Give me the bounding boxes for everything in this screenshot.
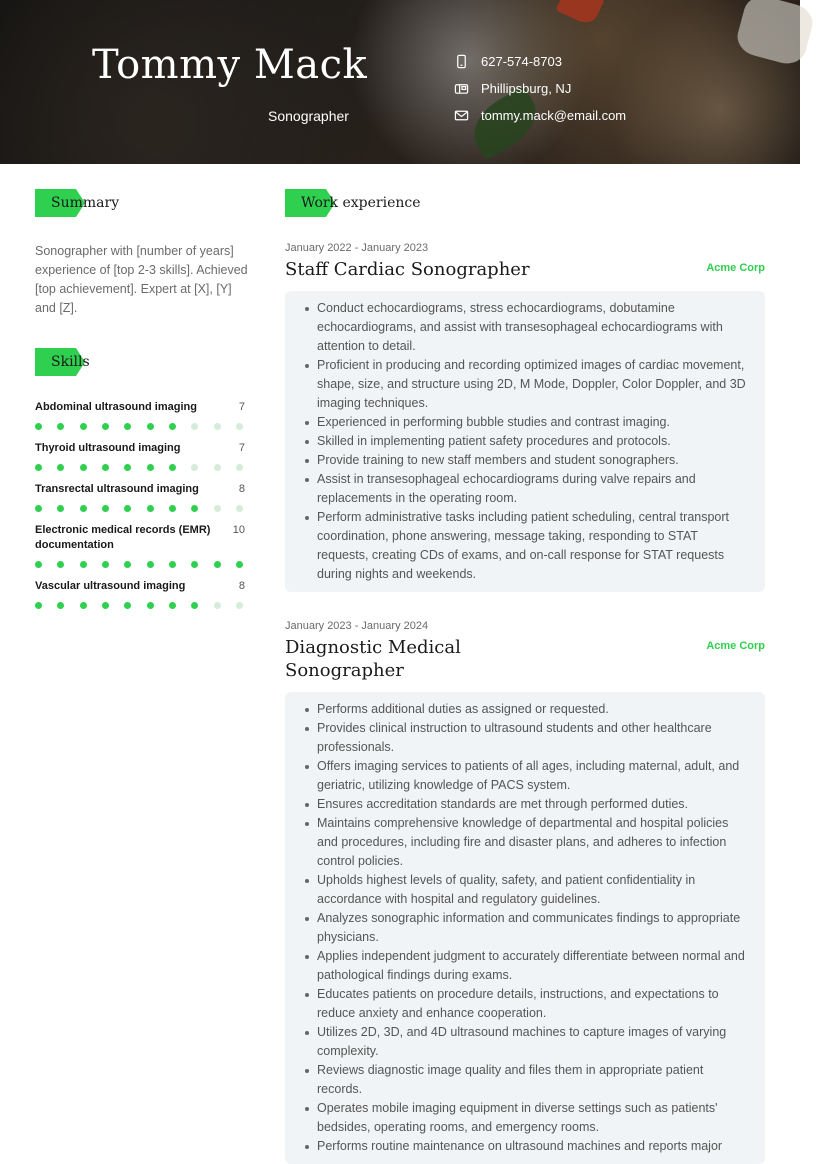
job-bullet: Maintains comprehensive knowledge of departmental and hospital policies and procedures, including fire and disaster plans, and adheres to infection control policies. — [301, 814, 749, 871]
contact-phone — [454, 48, 754, 75]
rating-dot — [191, 464, 198, 471]
rating-dot — [124, 602, 131, 609]
rating-dot — [214, 602, 221, 609]
rating-dot — [191, 561, 198, 568]
job-bullet: Performs routine maintenance on ultrasound machines and reports major — [301, 1137, 749, 1156]
location-icon — [454, 81, 469, 96]
rating-dot — [214, 464, 221, 471]
job-dates: January 2022 - January 2023 — [285, 242, 429, 254]
rating-dot — [147, 464, 154, 471]
rating-dot — [102, 602, 109, 609]
rating-dot — [169, 464, 176, 471]
rating-dot — [35, 505, 42, 512]
rating-dot — [124, 561, 131, 568]
rating-dot — [57, 505, 64, 512]
summary-heading: Summary — [35, 189, 119, 217]
phone-text: 627-574-8703 — [481, 54, 562, 69]
skill-rating — [35, 602, 243, 609]
job-company: Acme Corp — [706, 262, 765, 274]
job-description — [285, 291, 765, 592]
job-bullet: Educates patients on procedure details, instructions, and expectations to reduce anxiety and enhance cooperation. — [301, 985, 749, 1023]
rating-dot — [214, 505, 221, 512]
skill-item — [35, 482, 245, 512]
job-company: Acme Corp — [706, 640, 765, 652]
job-bullets — [301, 299, 749, 584]
skill-rating — [35, 464, 243, 471]
rating-dot — [80, 423, 87, 430]
rating-dot — [236, 464, 243, 471]
contact-info — [454, 48, 754, 129]
job-bullet: Experienced in performing bubble studies and contrast imaging. — [301, 413, 749, 432]
skill-name: Transrectal ultrasound imaging — [35, 483, 199, 495]
job-bullet: Operates mobile imaging equipment in diverse settings such as patients' bedsides, operating rooms, and emergency rooms. — [301, 1099, 749, 1137]
job-entry — [285, 242, 765, 592]
rating-dot — [57, 423, 64, 430]
rating-dot — [169, 423, 176, 430]
location-text: Phillipsburg, NJ — [481, 81, 572, 96]
header-banner — [0, 0, 800, 164]
skill-item — [35, 579, 245, 609]
email-icon — [454, 108, 469, 123]
rating-dot — [236, 423, 243, 430]
rating-dot — [236, 505, 243, 512]
candidate-name: Tommy Mack — [92, 42, 368, 88]
job-bullet: Ensures accreditation standards are met through performed duties. — [301, 795, 749, 814]
job-description — [285, 692, 765, 1164]
job-bullet: Proficient in producing and recording optimized images of cardiac movement, shape, size, and structure using 2D, M Mode, Doppler, Color Doppler, and 3D imaging techniques. — [301, 356, 749, 413]
rating-dot — [191, 423, 198, 430]
skill-value: 10 — [232, 524, 245, 536]
rating-dot — [236, 561, 243, 568]
skill-value: 7 — [238, 401, 245, 413]
rating-dot — [57, 464, 64, 471]
skill-value: 7 — [238, 442, 245, 454]
phone-icon — [454, 54, 469, 69]
skill-rating — [35, 505, 243, 512]
skill-rating — [35, 561, 243, 568]
job-bullet: Provides clinical instruction to ultrasound students and other healthcare professionals. — [301, 719, 749, 757]
rating-dot — [169, 505, 176, 512]
skills-heading: Skills — [35, 348, 90, 376]
job-title: Staff Cardiac Sonographer — [285, 259, 530, 280]
rating-dot — [214, 423, 221, 430]
contact-location — [454, 75, 754, 102]
rating-dot — [35, 602, 42, 609]
rating-dot — [80, 561, 87, 568]
skill-item — [35, 441, 245, 471]
candidate-title: Sonographer — [268, 108, 349, 124]
job-entry — [285, 620, 765, 1164]
job-bullet: Assist in transesophageal echocardiograms during valve repairs and replacements in the operating room. — [301, 470, 749, 508]
rating-dot — [236, 602, 243, 609]
rating-dot — [124, 505, 131, 512]
rating-dot — [57, 602, 64, 609]
job-bullet: Upholds highest levels of quality, safety, and patient confidentiality in accordance with hospital and regulatory guidelines. — [301, 871, 749, 909]
rating-dot — [214, 561, 221, 568]
job-bullet: Offers imaging services to patients of all ages, including maternal, adult, and geriatric, utilizing knowledge of PACS system. — [301, 757, 749, 795]
work-experience-heading: Work experience — [285, 189, 421, 217]
summary-text: Sonographer with [number of years] experience of [top 2-3 skills]. Achieved [top achievement]. Expert at [X], [Y] and [Z]. — [35, 244, 248, 315]
rating-dot — [35, 464, 42, 471]
skill-name: Vascular ultrasound imaging — [35, 580, 186, 592]
skills-list — [35, 400, 245, 620]
contact-email — [454, 102, 754, 129]
rating-dot — [124, 464, 131, 471]
rating-dot — [35, 423, 42, 430]
skill-name: Electronic medical records (EMR) documentation — [35, 524, 211, 551]
skill-name: Thyroid ultrasound imaging — [35, 442, 181, 454]
rating-dot — [124, 423, 131, 430]
rating-dot — [80, 602, 87, 609]
rating-dot — [147, 602, 154, 609]
rating-dot — [80, 505, 87, 512]
rating-dot — [191, 505, 198, 512]
skill-name: Abdominal ultrasound imaging — [35, 401, 197, 413]
job-title: Diagnostic Medical Sonographer — [285, 637, 461, 681]
job-dates: January 2023 - January 2024 — [285, 620, 429, 632]
job-bullet: Reviews diagnostic image quality and files them in appropriate patient records. — [301, 1061, 749, 1099]
rating-dot — [102, 464, 109, 471]
rating-dot — [191, 602, 198, 609]
rating-dot — [102, 561, 109, 568]
rating-dot — [80, 464, 87, 471]
skill-rating — [35, 423, 243, 430]
rating-dot — [102, 423, 109, 430]
rating-dot — [169, 561, 176, 568]
job-bullet: Perform administrative tasks including patient scheduling, central transport coordination, phone answering, message taking, responding to STAT requests, creating CDs of exams, and on-call response for STAT requests during nights and weekends. — [301, 508, 749, 584]
job-bullets — [301, 700, 749, 1156]
skill-item — [35, 523, 245, 568]
skill-value: 8 — [238, 483, 245, 495]
rating-dot — [147, 561, 154, 568]
job-bullet: Skilled in implementing patient safety procedures and protocols. — [301, 432, 749, 451]
rating-dot — [57, 561, 64, 568]
rating-dot — [147, 505, 154, 512]
job-bullet: Performs additional duties as assigned or requested. — [301, 700, 749, 719]
job-bullet: Conduct echocardiograms, stress echocardiograms, dobutamine echocardiograms, and assist with transesophageal echocardiograms with attention to detail. — [301, 299, 749, 356]
skill-item — [35, 400, 245, 430]
job-bullet: Analyzes sonographic information and communicates findings to appropriate physicians. — [301, 909, 749, 947]
rating-dot — [102, 505, 109, 512]
rating-dot — [35, 561, 42, 568]
rating-dot — [169, 602, 176, 609]
job-bullet: Utilizes 2D, 3D, and 4D ultrasound machines to capture images of varying complexity. — [301, 1023, 749, 1061]
skill-value: 8 — [238, 580, 245, 592]
email-text: tommy.mack@email.com — [481, 108, 627, 123]
job-bullet: Applies independent judgment to accurately differentiate between normal and pathological findings during exams. — [301, 947, 749, 985]
rating-dot — [147, 423, 154, 430]
job-bullet: Provide training to new staff members and student sonographers. — [301, 451, 749, 470]
